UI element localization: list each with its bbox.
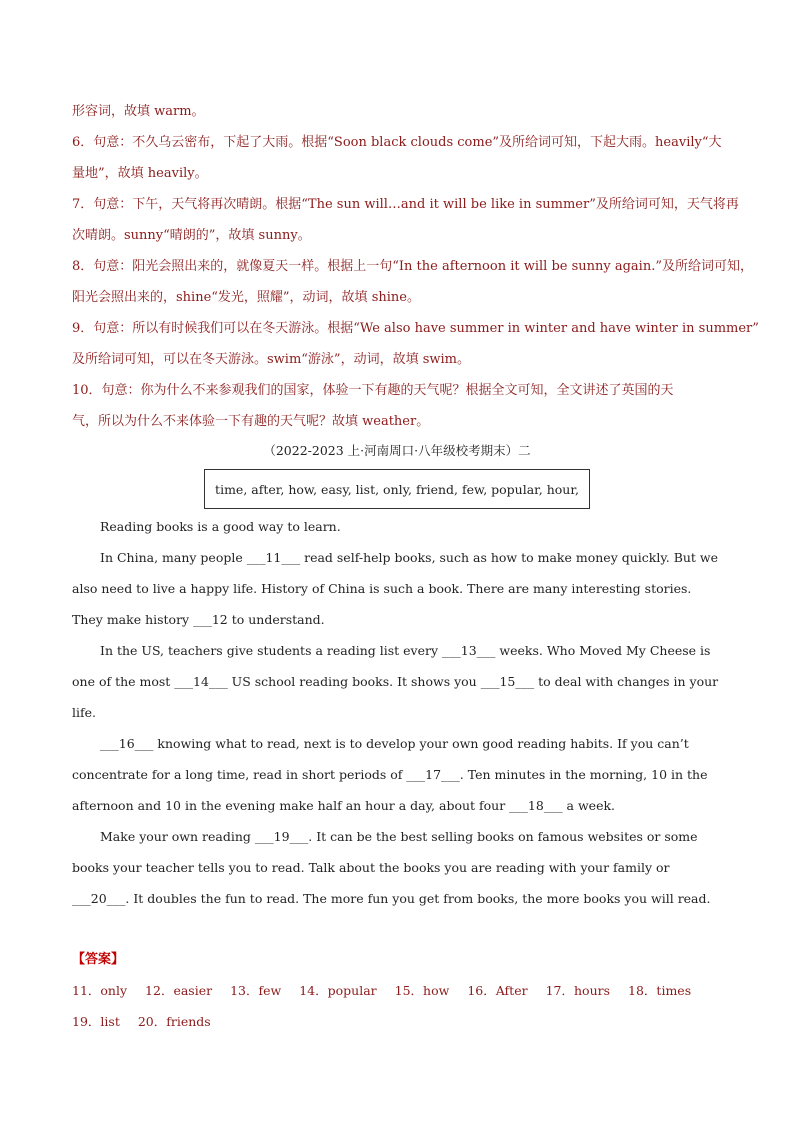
passage-paragraph: In China, many people ___11___ read self-help books, such as how to make money quickly. But we also need to live a happy life. History of China is such a book. There are many interesting stories. They make history ___12 to understand. <box>72 550 719 627</box>
answer-item: 11．only <box>72 983 128 998</box>
word-box: time, after, how, easy, list, only, friend, few, popular, hour, <box>204 469 590 509</box>
explanation-line: 气，所以为什么不来体验一下有趣的天气呢？故填 weather。 <box>72 414 430 429</box>
explanation-line: 次晴朗。sunny“晴朗的”，故填 sunny。 <box>72 228 311 243</box>
passage-paragraph: In the US, teachers give students a reading list every ___13___ weeks. Who Moved My Cheese is one of the most ___14___ US school reading books. It shows you ___15___ to deal with changes in your life. <box>72 643 719 720</box>
answer-list <box>72 975 722 1037</box>
explanation-line: 6．句意：不久乌云密布，下起了大雨。根据“Soon black clouds come”及所给词可知，下起大雨。heavily“大 <box>72 135 722 150</box>
answer-item: 14．popular <box>299 983 377 998</box>
explanation-line: 10．句意：你为什么不来参观我们的国家，体验一下有趣的天气呢？根据全文可知，全文讲述了英国的天 <box>72 383 674 398</box>
answer-heading: 【答案】 <box>72 952 125 967</box>
answer-item: 20．friends <box>137 1014 211 1029</box>
passage-paragraph: ___16___ knowing what to read, next is to develop your own good reading habits. If you can’t concentrate for a long time, read in short periods of ___17___. Ten minutes in the morning, 10 in the afternoon and 10 in the evening make half an hour a day, about four ___18___ a week. <box>72 736 708 813</box>
explanation-line: 9．句意：所以有时候我们可以在冬天游泳。根据“We also have summer in winter and have winter in summer” <box>72 321 759 336</box>
document-page <box>72 96 759 1037</box>
explanation-line: 量地”，故填 heavily。 <box>72 166 208 181</box>
passage <box>72 511 722 914</box>
answer-item: 16．After <box>467 983 528 998</box>
explanations <box>72 96 759 437</box>
explanation-line: 及所给词可知，可以在冬天游泳。swim“游泳”，动词，故填 swim。 <box>72 352 470 367</box>
answer-item: 15．how <box>394 983 450 998</box>
explanation-line: 阳光会照出来的，shine“发光，照耀”，动词，故填 shine。 <box>72 290 420 305</box>
explanation-line: 形容词，故填 warm。 <box>72 104 205 119</box>
explanation-line: 7．句意：下午，天气将再次晴朗。根据“The sun will…and it will be like in summer”及所给词可知，天气将再 <box>72 197 739 212</box>
section-title: （2022-2023 上·河南周口·八年级校考期末）二 <box>263 443 531 458</box>
answer-item: 12．easier <box>145 983 213 998</box>
answer-item: 13．few <box>230 983 282 998</box>
answer-item: 18．times <box>628 983 692 998</box>
answer-item: 19．list <box>72 1014 120 1029</box>
passage-paragraph: Reading books is a good way to learn. <box>100 519 341 534</box>
answer-item: 17．hours <box>545 983 611 998</box>
explanation-line: 8．句意：阳光会照出来的，就像夏天一样。根据上一句“In the afternoon it will be sunny again.”及所给词可知， <box>72 259 753 274</box>
passage-paragraph: Make your own reading ___19___. It can be the best selling books on famous websites or some books your teacher tells you to read. Talk about the books you are reading with your family or ___20___. It doubles the fun to read. The more fun you get from books, the more books you will read. <box>72 829 711 906</box>
